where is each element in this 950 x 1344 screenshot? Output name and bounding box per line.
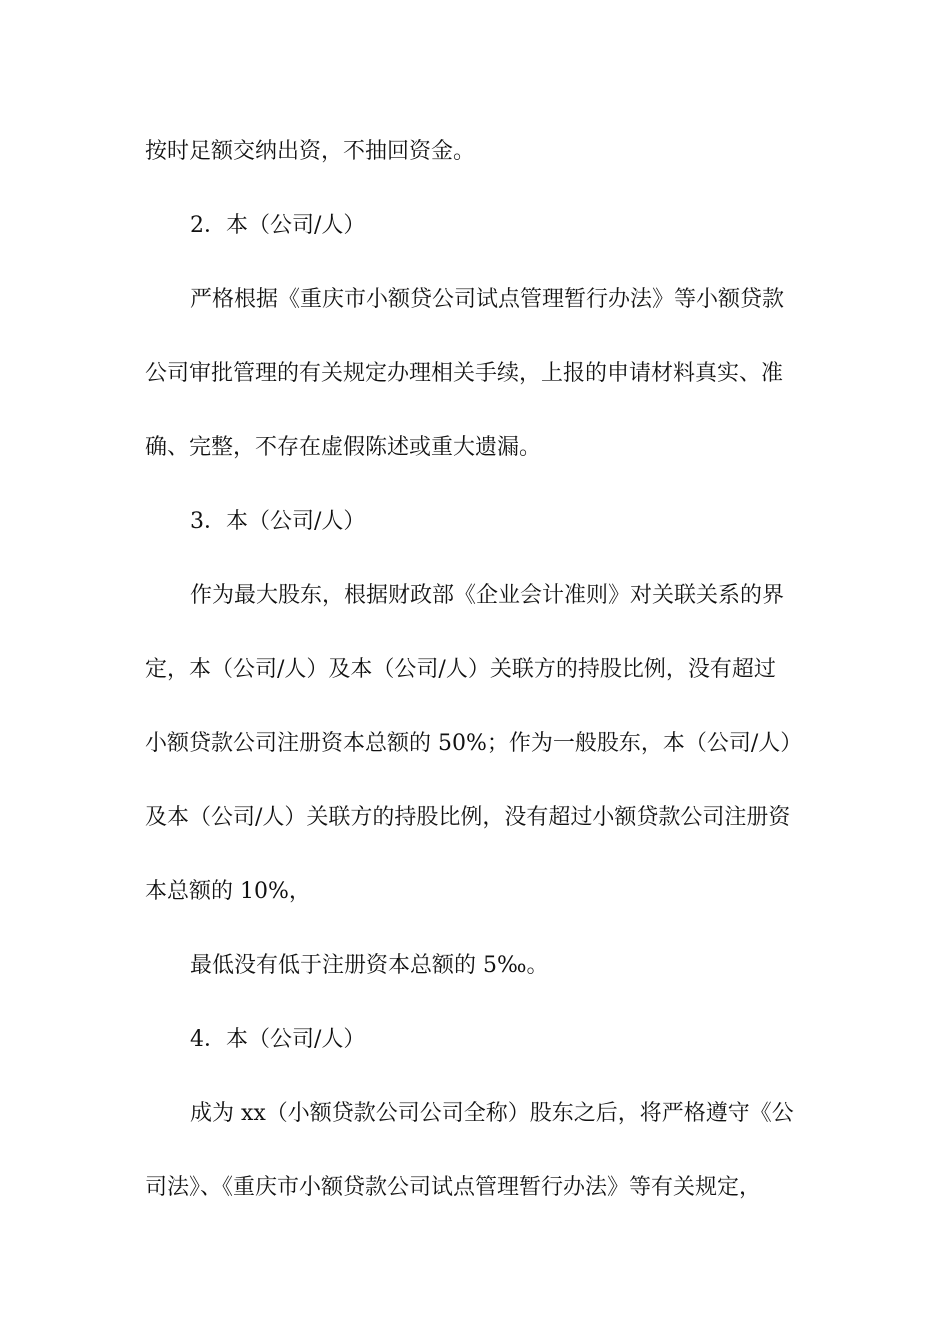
text-line-11: 本总额的 10%，	[145, 879, 311, 904]
text-line-3: 严格根据《重庆市小额贷公司试点管理暂行办法》等小额贷款	[190, 287, 785, 312]
text-line-9: 小额贷款公司注册资本总额的 50%；作为一般股东，本（公司/人）	[145, 731, 803, 756]
text-line-6: 3．本（公司/人）	[190, 509, 366, 534]
text-line-2: 2．本（公司/人）	[190, 213, 366, 238]
text-line-14: 成为 xx（小额贷款公司公司全称）股东之后，将严格遵守《公	[190, 1101, 794, 1126]
text-line-4: 公司审批管理的有关规定办理相关手续，上报的申请材料真实、准	[145, 361, 784, 386]
text-line-10: 及本（公司/人）关联方的持股比例，没有超过小额贷款公司注册资	[145, 805, 791, 830]
text-line-7: 作为最大股东，根据财政部《企业会计准则》对关联关系的界	[190, 583, 785, 608]
text-line-13: 4．本（公司/人）	[190, 1027, 366, 1052]
text-line-8: 定，本（公司/人）及本（公司/人）关联方的持股比例，没有超过	[145, 657, 776, 682]
text-line-15: 司法》、《重庆市小额贷款公司试点管理暂行办法》等有关规定，	[145, 1175, 762, 1200]
text-line-12: 最低没有低于注册资本总额的 5‰。	[190, 953, 549, 978]
text-line-1: 按时足额交纳出资，不抽回资金。	[145, 139, 476, 164]
text-line-5: 确、完整，不存在虚假陈述或重大遗漏。	[145, 435, 542, 460]
